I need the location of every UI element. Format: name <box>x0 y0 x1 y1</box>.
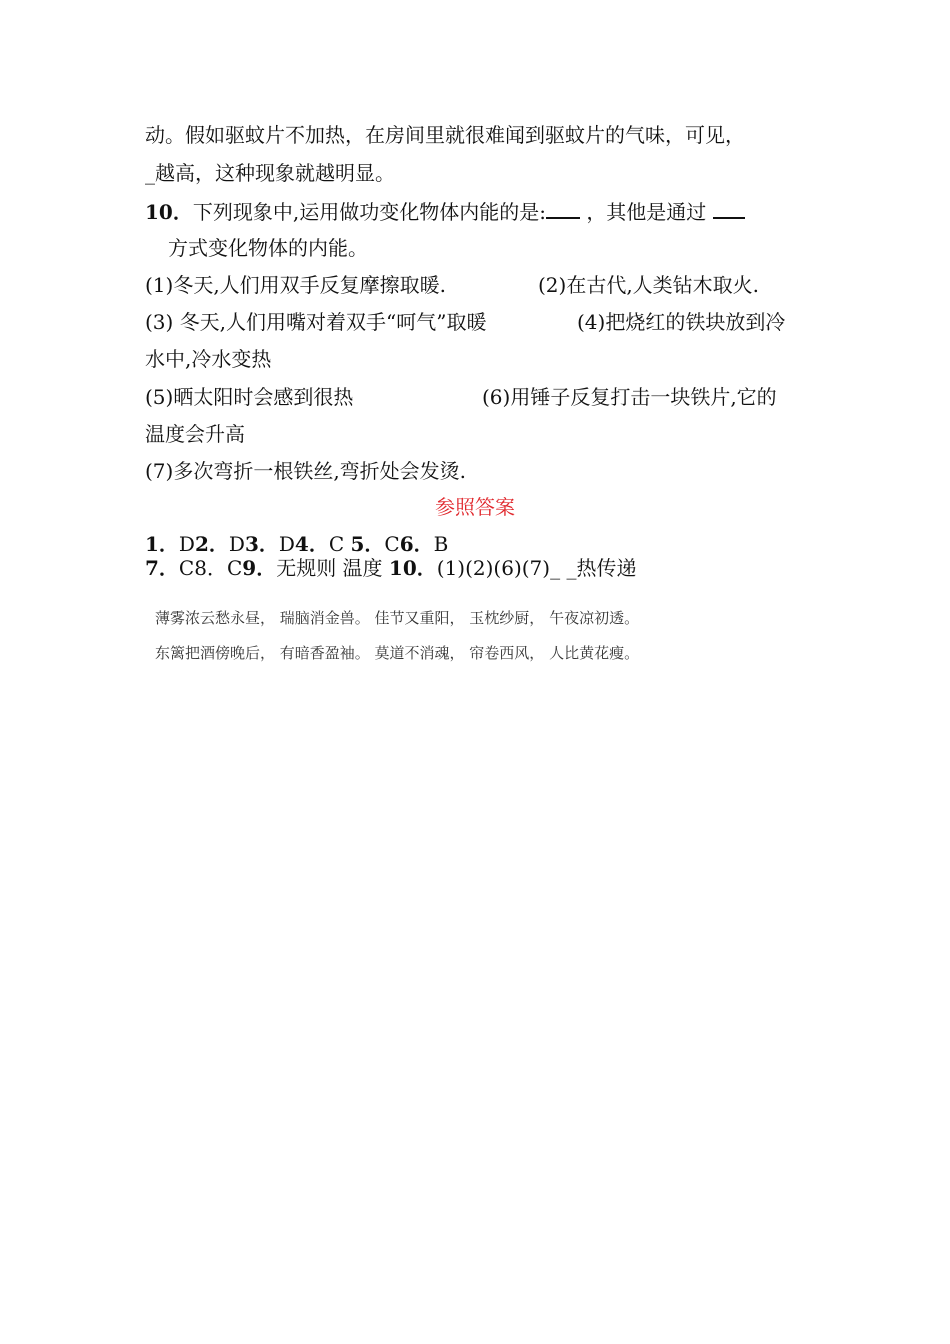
answer-section-title: 参照答案 <box>435 495 515 519</box>
answer-number: 8． <box>194 556 227 580</box>
item-row-2 <box>145 310 487 334</box>
item-4: (4)把烧红的铁块放到冷 <box>577 310 786 334</box>
item-6: (6)用锤子反复打击一块铁片,它的 <box>482 385 777 409</box>
poem-line-2: 东篱把酒傍晚后， 有暗香盈袖。 莫道不消魂， 帘卷西风， 人比黄花瘦。 <box>155 644 640 662</box>
answer-number: 10． <box>388 556 437 580</box>
answer-number: 6． <box>399 532 434 556</box>
item-7: (7)多次弯折一根铁丝,弯折处会发烫. <box>145 459 467 483</box>
answer-value: C <box>226 556 243 580</box>
question-text: ，其他是通过 <box>586 200 707 224</box>
item-3: (3) 冬天,人们用嘴对着双手“呵气”取暖 <box>145 310 487 334</box>
text-line-1 <box>145 123 745 147</box>
answer-value: D <box>278 532 295 556</box>
answer-value: (1)(2)(6)(7)_ _热传递 <box>436 556 637 580</box>
answer-value: C <box>328 532 345 556</box>
item-row-6 <box>145 459 466 483</box>
answer-value: 无规则 温度 <box>276 556 383 580</box>
answer-number: 7． <box>145 556 179 580</box>
answer-row-2 <box>145 556 636 580</box>
answer-value: C <box>384 532 400 556</box>
question-text: 方式变化物体的内能。 <box>168 236 368 260</box>
answer-number: 3． <box>244 532 279 556</box>
item-2: (2)在古代,人类钻木取火. <box>538 273 760 297</box>
answer-number: 4． <box>294 532 329 556</box>
paragraph-text: 越高，这种现象就越明显。 <box>155 161 395 185</box>
question-10-continuation <box>168 236 368 260</box>
answer-blank-1 <box>546 199 580 219</box>
question-number: 10． <box>145 200 193 224</box>
poem-line-1: 薄雾浓云愁永昼， 瑞脑消金兽。 佳节又重阳， 玉枕纱厨， 午夜凉初透。 <box>155 609 640 627</box>
answer-blank-2 <box>713 199 745 219</box>
item-row-4 <box>145 385 353 409</box>
item-row-5 <box>145 422 245 446</box>
answer-number: 5． <box>350 532 385 556</box>
answer-value: D <box>178 532 195 556</box>
answer-row-1 <box>145 532 448 556</box>
question-text: 下列现象中,运用做功变化物体内能的是: <box>192 200 546 224</box>
item-1: (1)冬天,人们用双手反复摩擦取暖. <box>145 273 447 297</box>
item-row-4b <box>482 385 777 409</box>
answer-value: C <box>178 556 195 580</box>
answer-number: 1． <box>145 532 179 556</box>
paragraph-text: 动。假如驱蚊片不加热，在房间里就很难闻到驱蚊片的气味，可见， <box>145 123 745 147</box>
answer-number: 9． <box>242 556 277 580</box>
item-row-2b <box>577 310 785 334</box>
question-10 <box>145 199 745 224</box>
item-5: (5)晒太阳时会感到很热 <box>145 385 354 409</box>
item-4-continuation: 水中,冷水变热 <box>145 347 272 371</box>
item-row-1 <box>145 273 446 297</box>
fill-blank: _ <box>145 161 155 185</box>
item-6-continuation: 温度会升高 <box>145 422 245 446</box>
text-line-2 <box>145 161 395 185</box>
answer-number: 2． <box>194 532 229 556</box>
answer-value: B <box>433 532 449 556</box>
item-row-3 <box>145 347 271 371</box>
item-row-1b <box>538 273 759 297</box>
answer-value: D <box>228 532 245 556</box>
